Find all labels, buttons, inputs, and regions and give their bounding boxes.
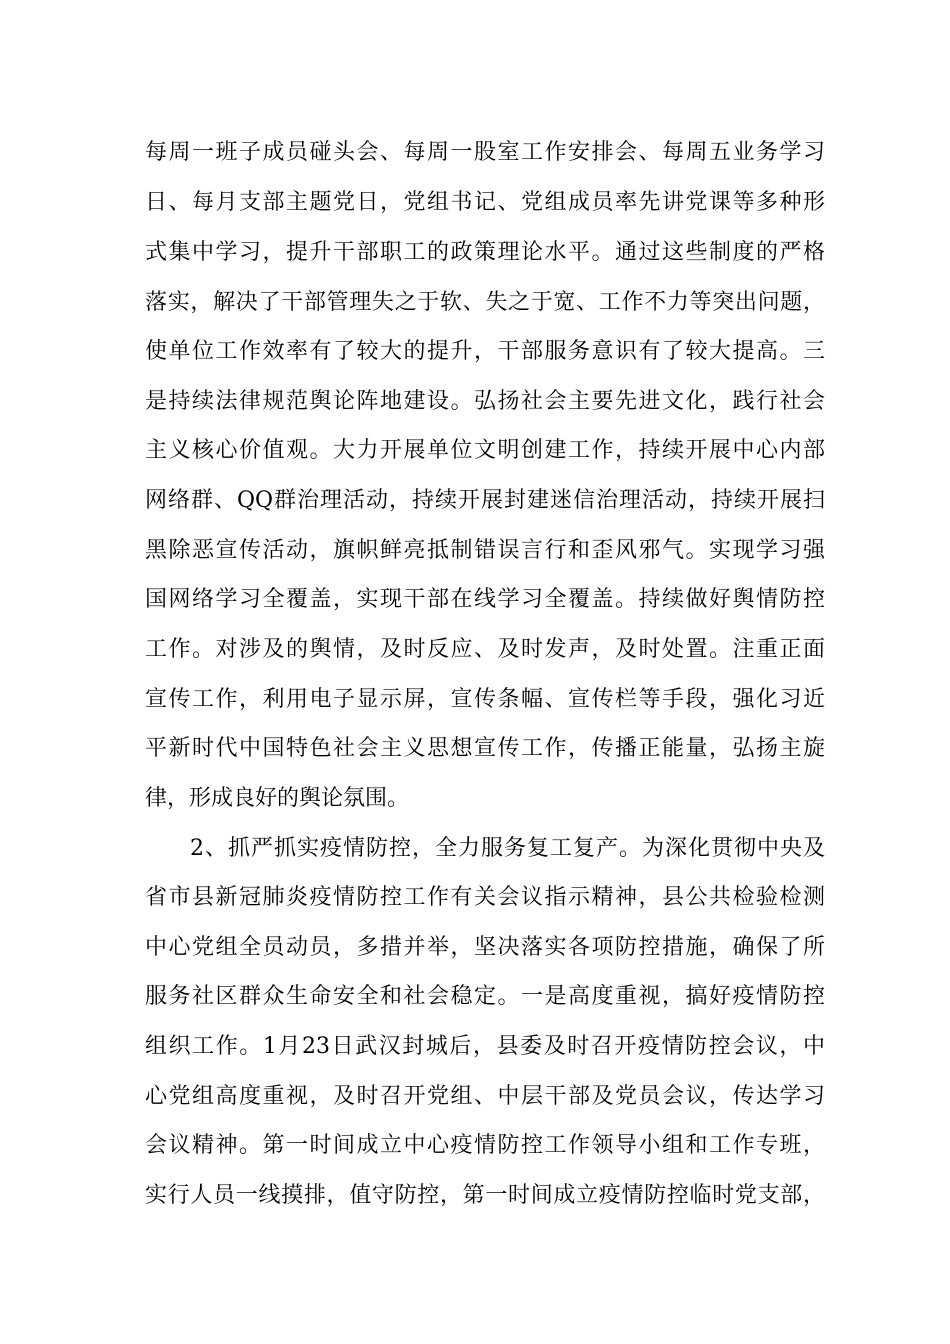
text-line: 落实，解决了干部管理失之于软、失之于宽、工作不力等突出问题，	[145, 290, 825, 315]
text-line: 中心党组全员动员，多措并举，坚决落实各项防控措施，确保了所	[145, 935, 825, 960]
text-line: 省市县新冠肺炎疫情防控工作有关会议指示精神，县公共检验检测	[145, 885, 825, 910]
text-line: 会议精神。第一时间成立中心疫情防控工作领导小组和工作专班，	[145, 1133, 825, 1158]
text-line: 黑除恶宣传活动，旗帜鲜亮抵制错误言行和歪风邪气。实现学习强	[145, 538, 825, 563]
text-line: 日、每月支部主题党日，党组书记、党组成员率先讲党课等多种形	[145, 190, 825, 215]
text-line: 服务社区群众生命安全和社会稳定。一是高度重视，搞好疫情防控	[145, 984, 825, 1009]
text-line: 实行人员一线摸排，值守防控，第一时间成立疫情防控临时党支部，	[145, 1183, 825, 1208]
text-line: 使单位工作效率有了较大的提升，干部服务意识有了较大提高。三	[145, 339, 825, 364]
text-line: 式集中学习，提升干部职工的政策理论水平。通过这些制度的严格	[145, 240, 825, 265]
text-line: 国网络学习全覆盖，实现干部在线学习全覆盖。持续做好舆情防控	[145, 587, 825, 612]
text-line: 网络群、QQ群治理活动，持续开展封建迷信治理活动，持续开展扫	[145, 488, 825, 513]
text-line: 主义核心价值观。大力开展单位文明创建工作，持续开展中心内部	[145, 438, 825, 463]
paragraph-end-line: 律，形成良好的舆论氛围。	[145, 786, 410, 811]
paragraph-first-line: 2、抓严抓实疫情防控，全力服务复工复产。为深化贯彻中央及	[190, 836, 825, 861]
text-line: 是持续法律规范舆论阵地建设。弘扬社会主要先进文化，践行社会	[145, 389, 825, 414]
text-line: 每周一班子成员碰头会、每周一股室工作安排会、每周五业务学习	[145, 140, 825, 165]
text-line: 工作。对涉及的舆情，及时反应、及时发声，及时处置。注重正面	[145, 637, 825, 662]
text-line: 宣传工作，利用电子显示屏，宣传条幅、宣传栏等手段，强化习近	[145, 687, 825, 712]
text-line: 平新时代中国特色社会主义思想宣传工作，传播正能量，弘扬主旋	[145, 736, 825, 761]
text-line: 心党组高度重视，及时召开党组、中层干部及党员会议，传达学习	[145, 1084, 825, 1109]
text-line: 组织工作。1月23日武汉封城后，县委及时召开疫情防控会议，中	[145, 1034, 825, 1059]
